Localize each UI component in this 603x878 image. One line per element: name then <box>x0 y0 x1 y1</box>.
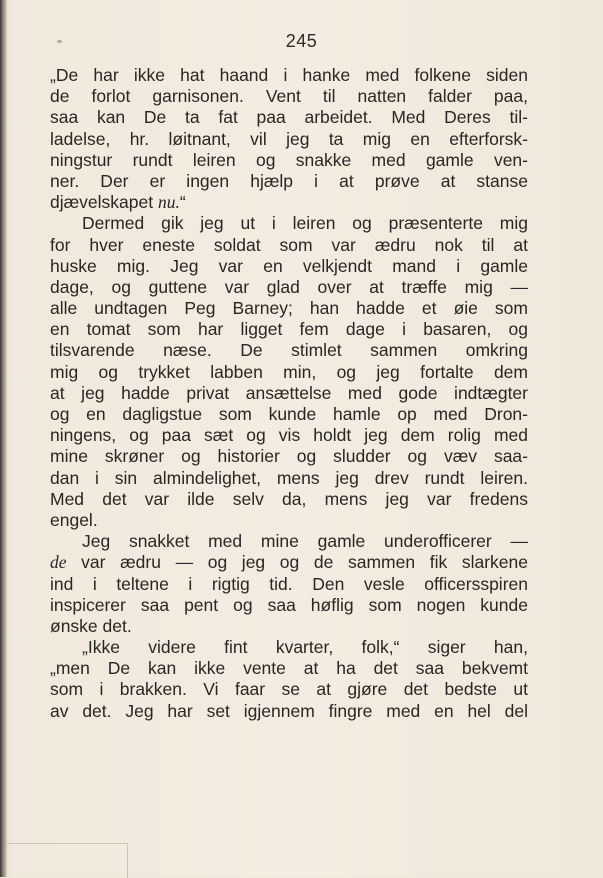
text-line: som i brakken. Vi faar se at gjøre det bedste ut <box>50 679 528 700</box>
book-spine <box>0 0 7 877</box>
text-line <box>50 192 528 213</box>
text-line: ladelse, hr. løitnant, vil jeg ta mig en efterforsk- <box>50 128 528 149</box>
page-corner-mark <box>7 843 128 878</box>
page-text <box>50 65 528 722</box>
text-fragment: djævelskapet <box>50 192 158 213</box>
text-line: ningstur rundt leiren og snakke med gamle ven- <box>50 149 528 170</box>
text-line: alle undtagen Peg Barney; han hadde et øie som <box>50 298 528 319</box>
text-line: ner. Der er ingen hjælp i at prøve at stanse <box>50 170 528 191</box>
text-line: engel. <box>50 509 98 530</box>
text-line: saa kan De ta fat paa arbeidet. Med Deres til- <box>50 107 528 128</box>
text-line: huske mig. Jeg var en velkjendt mand i gamle <box>50 255 528 276</box>
italic-word: de <box>50 552 67 573</box>
text-line: dan i sin almindelighet, mens jeg drev rundt leiren. <box>50 467 528 488</box>
text-line: de forlot garnisonen. Vent til natten falder paa, <box>50 86 528 107</box>
text-line: ønske det. <box>50 615 132 636</box>
text-line: „men De kan ikke vente at ha det saa bekvemt <box>50 658 528 679</box>
text-line: ind i teltene i rigtig tid. Den vesle officersspiren <box>50 573 528 594</box>
text-line: „De har ikke hat haand i hanke med folkene siden <box>50 65 528 85</box>
text-line: mine skrøner og historier og sludder og væv saa- <box>50 446 528 467</box>
text-line: at jeg hadde privat ansættelse med gode indtægter <box>50 382 528 403</box>
text-line <box>50 552 528 573</box>
text-line: Jeg snakket med mine gamle underofficerer — <box>82 531 528 552</box>
text-line: Med det var ilde selv da, mens jeg var fredens <box>50 488 528 509</box>
text-line: tilsvarende næse. De stimlet sammen omkring <box>50 340 528 361</box>
text-line: inspicerer saa pent og saa høflig som nogen kunde <box>50 594 528 615</box>
text-line: en tomat som har ligget fem dage i basaren, og <box>50 319 528 340</box>
italic-word: nu. <box>157 192 180 213</box>
text-line: av det. Jeg har set igjennem fingre med en hel del <box>50 700 528 721</box>
closing-quote: “ <box>179 192 186 213</box>
text-line: ningens, og paa sæt og vis holdt jeg dem rolig med <box>50 425 528 446</box>
text-line: for hver eneste soldat som var ædru nok til at <box>50 234 528 255</box>
text-fragment: var ædru — og jeg og de sammen fik slarkene <box>66 552 528 573</box>
text-line: mig og trykket labben min, og jeg fortalte dem <box>50 361 528 382</box>
text-line: og en dagligstue som kunde hamle op med Dron- <box>50 404 528 424</box>
text-line: „Ikke videre fint kvarter, folk,“ siger han, <box>82 637 528 658</box>
text-line: Dermed gik jeg ut i leiren og præsenterte mig <box>82 213 528 234</box>
page-number: 245 <box>285 31 318 51</box>
text-line: dage, og guttene var glad over at træffe mig — <box>50 276 528 297</box>
